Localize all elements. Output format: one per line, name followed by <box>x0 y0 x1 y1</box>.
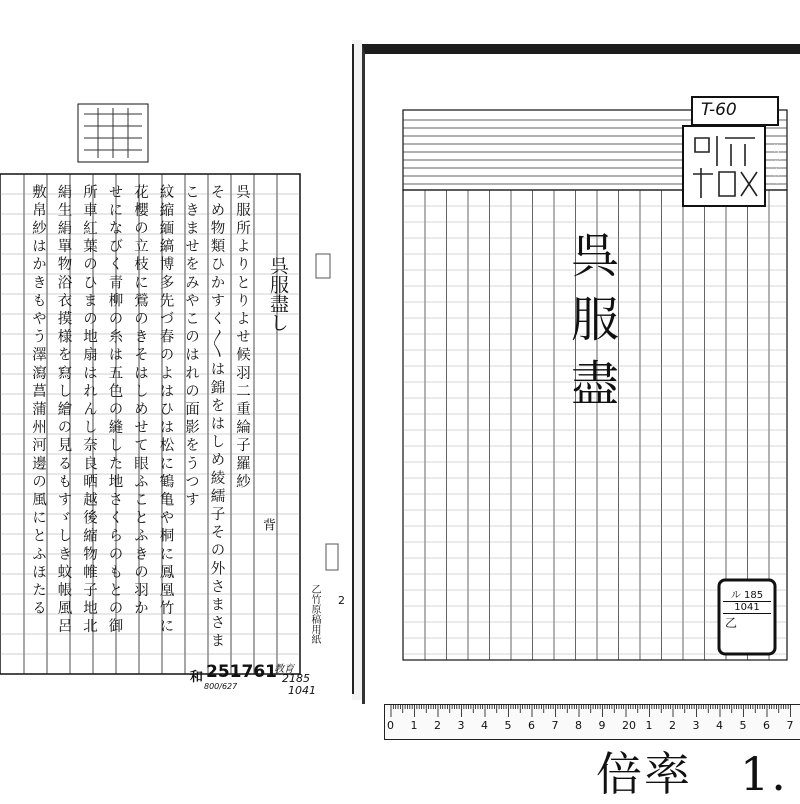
handwritten-note-1: 教育 <box>274 664 294 675</box>
scale-ruler <box>384 704 800 740</box>
ruler-digit: 1 <box>410 719 418 732</box>
ruler-digit: 6 <box>763 719 770 732</box>
text-column: 敷帛紗はかきもやう澤瀉菖蒲州河邊の風にとふほたる <box>30 184 46 619</box>
ruler-digit: 2 <box>669 719 676 732</box>
book-gutter <box>352 40 362 700</box>
ruler-digit: 2 <box>434 719 441 732</box>
stamp-label: 和 <box>190 670 204 685</box>
ruler-digit: 20 <box>622 719 636 732</box>
ruler-digit: 1 <box>645 719 653 732</box>
text-column: そめ物類ひかすく〱は錦をはしめ綾繻子その外さまさま <box>208 184 225 651</box>
catalog-box <box>723 586 771 631</box>
tag-label: T-60 <box>701 100 737 120</box>
ruler-digit: 3 <box>692 719 700 732</box>
left-manuscript-page <box>0 44 352 697</box>
tag-label-box <box>691 96 779 126</box>
catalog-mark: 乙 <box>725 616 738 630</box>
right-manuscript-page <box>362 44 800 704</box>
ruler-digit: 6 <box>528 719 535 732</box>
stamp-number: 251761 <box>206 662 277 682</box>
handwritten-note-2: 2185 <box>282 672 310 685</box>
ruler-digit: 4 <box>716 719 723 732</box>
text-column: 紋縮緬縞博多先づ春のよはひは松に鶴亀や桐に鳳凰竹に <box>157 184 174 637</box>
ruler-digit: 3 <box>457 719 465 732</box>
title-char-1: 呉 <box>570 228 619 284</box>
ruler-digit: 4 <box>481 719 488 732</box>
ruler-digit: 9 <box>598 719 606 732</box>
insert-note: 背 <box>260 518 275 531</box>
text-column: こきませをみやこのはれの面影をうつす <box>183 184 199 510</box>
ruler-digit: 8 <box>575 719 582 732</box>
seal-text: 乙竹氏蔵書印 <box>772 136 781 184</box>
right-page-title <box>563 224 627 416</box>
text-column: 呉服所よりとりよせ候羽二重綸子羅紗 <box>234 184 250 492</box>
handwritten-note-4: 800/627 <box>204 682 238 691</box>
handwritten-note-3: 1041 <box>288 684 316 697</box>
catalog-line-1: ル 185 <box>723 586 771 602</box>
paper-label: 乙竹原稿用紙 <box>309 584 320 644</box>
page-mark: 2 <box>338 594 345 607</box>
text-column: 花櫻の立枝に鶯のきそはしめせて眼ふことふきの羽か <box>132 184 148 619</box>
text-column: 所車紅葉のひまの地扇はれんし奈良晒越後縮物帷子地北 <box>81 184 97 637</box>
ruler-digit: 0 <box>387 719 394 732</box>
left-page-title: 呉服盡し <box>267 256 289 332</box>
ruler-digit: 5 <box>739 719 747 732</box>
ruler-digits <box>385 719 800 737</box>
left-manuscript-grid <box>0 44 352 694</box>
ruler-digit: 7 <box>551 719 559 732</box>
title-char-3: 盡 <box>570 356 619 412</box>
ruler-digit: 5 <box>504 719 512 732</box>
ruler-digit: 7 <box>786 719 794 732</box>
text-column: せになびく青柳の糸は五色の縫した地さくらのもとの御 <box>106 184 123 637</box>
catalog-line-2: 1041 <box>723 602 771 614</box>
text-column: 絹生絹單物浴衣摸様を寫し繪の見るもすゞしき蚊帳風呂 <box>55 184 72 637</box>
title-char-2: 服 <box>570 292 619 348</box>
magnification-label: 倍率 1. <box>596 747 788 801</box>
